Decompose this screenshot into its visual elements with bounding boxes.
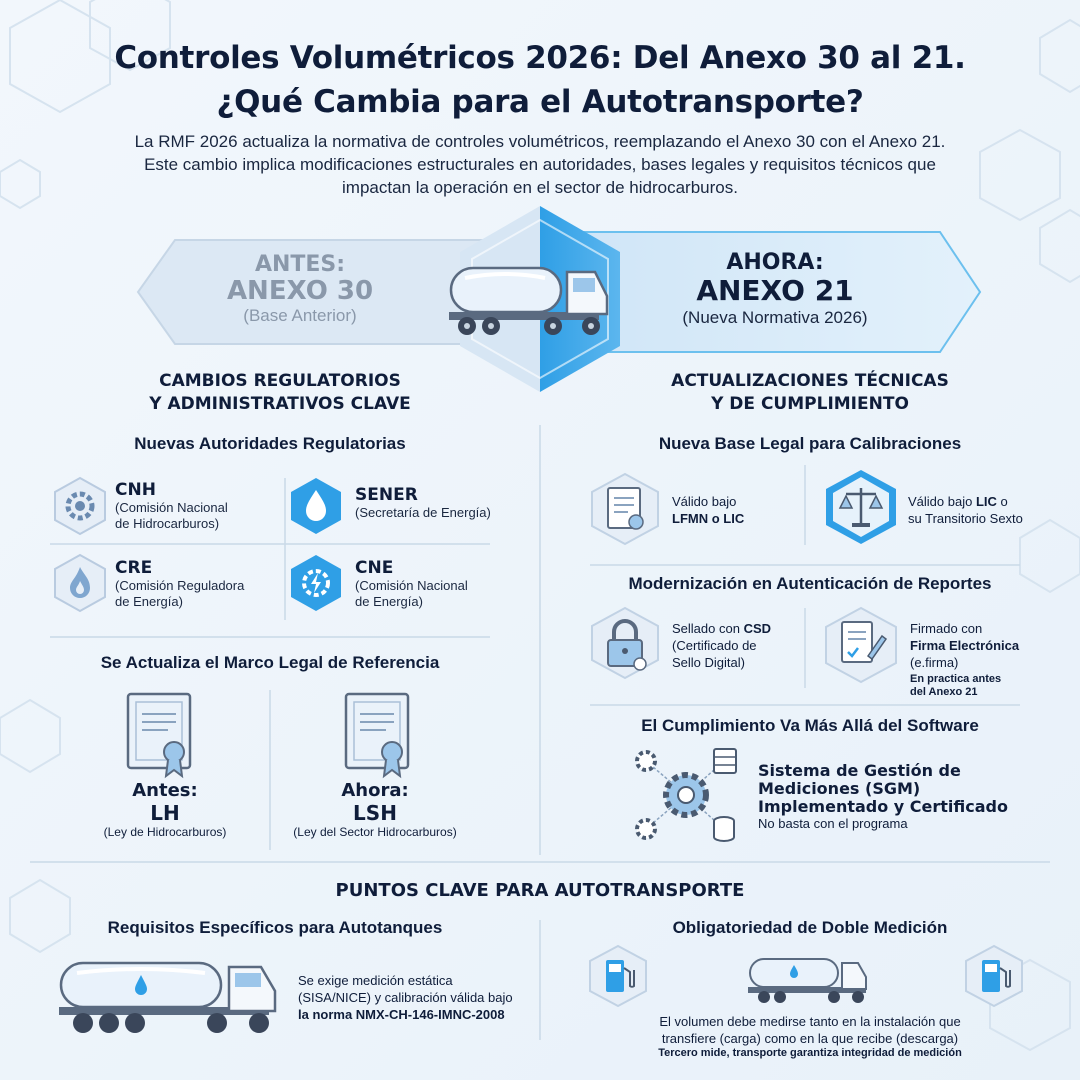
sgm-line: Mediciones (SGM): [758, 779, 921, 798]
authority-abbr: CNH: [115, 480, 156, 500]
law-prefix: Ahora:: [341, 780, 409, 801]
calibration-text-1: [672, 493, 802, 527]
csd-text: [672, 620, 802, 671]
document-icon: [588, 472, 662, 546]
left-section-heading: [80, 370, 480, 416]
efirma-text: [910, 620, 1070, 699]
authentication-title: Modernización en Autenticación de Reportes: [628, 574, 992, 593]
tanker-truck-icon: [746, 955, 872, 1007]
intro-line-3: impactan la operación en el sector de hidrocarburos.: [342, 178, 738, 197]
antes-anexo: ANEXO 30: [226, 276, 374, 306]
right-heading-line-1: ACTUALIZACIONES TÉCNICAS: [671, 371, 949, 391]
authority-name: de Energía): [355, 594, 423, 609]
csd-bold: CSD: [743, 621, 772, 636]
authority-sener: [355, 485, 525, 521]
title-line-2: ¿Qué Cambia para el Autotransporte?: [216, 84, 864, 120]
authority-name: de Energía): [115, 594, 183, 609]
title-line-1: Controles Volumétricos 2026: Del Anexo 30 al 21.: [114, 40, 966, 76]
ahora-anexo: ANEXO 21: [696, 274, 854, 307]
antes-label: ANTES:: [254, 252, 346, 277]
double-note: Tercero mide, transporte garantiza integridad de medición: [658, 1047, 962, 1059]
authority-cnh: [115, 480, 285, 532]
authority-abbr: CRE: [115, 558, 153, 578]
authority-name: (Comisión Nacional: [355, 578, 468, 593]
certificate-icon: [340, 690, 416, 780]
csd-pre: Sellado con: [672, 621, 744, 636]
tanks-line: Se exige medición estática: [298, 973, 453, 988]
calibration-title: Nueva Base Legal para Calibraciones: [658, 434, 962, 453]
double-measure-text: [570, 1013, 1050, 1060]
calib-line: Válido bajo: [908, 494, 976, 509]
efirma-line: Firma Electrónica: [910, 638, 1020, 653]
right-section-heading: [600, 370, 1020, 416]
right-heading-line-2: Y DE CUMPLIMIENTO: [711, 394, 909, 414]
efirma-note: del Anexo 21: [910, 686, 978, 698]
tanker-truck-icon: [55, 955, 285, 1041]
law-abbr: LH: [150, 801, 180, 825]
signature-document-icon: [822, 606, 900, 684]
authority-name: (Comisión Nacional: [115, 500, 228, 515]
authority-abbr: SENER: [355, 485, 418, 505]
efirma-line: (e.firma): [910, 655, 959, 670]
intro-text: [60, 130, 1020, 199]
tanker-truck-icon: [445, 258, 615, 340]
software-title: El Cumplimiento Va Más Allá del Software: [641, 716, 979, 735]
tanks-title: Requisitos Específicos para Autotanques: [107, 918, 443, 937]
authority-name: (Secretaría de Energía): [355, 505, 491, 520]
calibration-text-2: [908, 493, 1068, 527]
left-heading-line-2: Y ADMINISTRATIVOS CLAVE: [149, 394, 411, 414]
authority-cre: [115, 558, 285, 610]
calib-line: Válido bajo: [672, 494, 737, 509]
energy-gear-icon: [286, 553, 346, 613]
gear-icon: [50, 476, 110, 536]
law-full-name: (Ley del Sector Hidrocarburos): [293, 825, 457, 839]
gears-network-icon: [630, 745, 742, 847]
padlock-icon: [588, 606, 662, 680]
flame-icon: [50, 553, 110, 613]
ahora-subtitle: (Nueva Normativa 2026): [682, 308, 868, 327]
legal-framework-title: Se Actualiza el Marco Legal de Referencia: [100, 653, 440, 672]
ahora-label: AHORA:: [726, 250, 824, 275]
law-prefix: Antes:: [132, 780, 198, 801]
tanks-line: (SISA/NICE) y calibración válida bajo: [298, 990, 513, 1005]
double-line: transfiere (carga) como en la que recibe (descarga): [661, 1031, 959, 1046]
sgm-line: Implementado y Certificado: [758, 797, 1008, 816]
law-after: [280, 780, 470, 839]
tanks-text: [298, 972, 538, 1023]
efirma-line: Firmado con: [910, 621, 983, 636]
efirma-note: En practica antes: [910, 673, 1002, 685]
drop-icon: [286, 476, 346, 536]
authority-abbr: CNE: [355, 558, 394, 578]
intro-line-1: La RMF 2026 actualiza la normativa de controles volumétricos, reemplazando el Anexo 30 con el Anexo 21.: [134, 132, 946, 151]
calib-bold: LIC: [975, 494, 997, 509]
authority-name: (Comisión Reguladora: [115, 578, 245, 593]
calib-line: su Transitorio Sexto: [908, 511, 1023, 526]
key-points-heading: PUNTOS CLAVE PARA AUTOTRANSPORTE: [335, 880, 745, 901]
csd-line: (Certificado de: [672, 638, 757, 653]
sgm-subtitle: No basta con el programa: [758, 816, 908, 831]
double-line: El volumen debe medirse tanto en la instalación que: [659, 1014, 961, 1029]
csd-line: Sello Digital): [672, 655, 745, 670]
sgm-block: [758, 762, 1058, 831]
calib-line: o: [996, 494, 1008, 509]
authorities-title: Nuevas Autoridades Regulatorias: [134, 434, 406, 453]
scales-icon: [822, 468, 900, 546]
authority-cne: [355, 558, 525, 610]
law-before: [80, 780, 250, 839]
double-measure-title: Obligatoriedad de Doble Medición: [672, 918, 948, 937]
authority-name: de Hidrocarburos): [115, 516, 220, 531]
certificate-icon: [122, 690, 198, 780]
left-heading-line-1: CAMBIOS REGULATORIOS: [159, 371, 401, 391]
sgm-line: Sistema de Gestión de: [758, 761, 961, 780]
antes-subtitle: (Base Anterior): [243, 306, 357, 325]
page-title: [30, 36, 1050, 124]
law-full-name: (Ley de Hidrocarburos): [103, 825, 227, 839]
calib-line: LFMN o LIC: [672, 511, 745, 526]
fuel-pump-icon: [962, 944, 1026, 1008]
tanks-line: la norma NMX-CH-146-IMNC-2008: [298, 1007, 505, 1022]
fuel-pump-icon: [586, 944, 650, 1008]
law-abbr: LSH: [353, 801, 397, 825]
intro-line-2: Este cambio implica modificaciones estructurales en autoridades, bases legales y requisitos técnicos que: [144, 155, 936, 174]
